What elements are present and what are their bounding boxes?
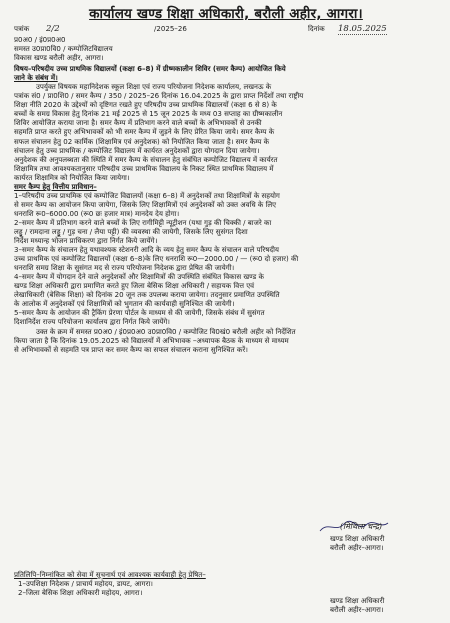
signature-place: बरौली अहीर–आगरा।: [330, 605, 384, 615]
addressee-line: प्र0अ0 / इं0प्र0अ0: [14, 35, 66, 44]
ref-number: 2/2: [46, 24, 60, 34]
addressees: [14, 35, 438, 62]
finance-line: उच्च प्राथमिक एवं कम्पोजिट विद्यालयों (कक्षा 6–8)के लिए धनराशि रू0—2000.00 / — (रू0 दो हजार) की: [14, 254, 299, 264]
subject: [14, 64, 438, 82]
finance-line: 2–समर कैम्प में प्रतिभाग करने वाले बच्चों के लिए रागीमिट्टी न्यूट्रीशन (यथा गुड़ की चिक्की / बाजरे का: [14, 217, 272, 227]
signature-block-secondary: [296, 596, 426, 614]
addressee-line: समस्त उ0प्रा0वि0 / कम्पोजिटविद्यालय: [14, 44, 113, 54]
copy-intro: प्रतिलिपि–निम्नांकित को सेवा में सूचनार्थ एवं आवश्यक कार्यवाही हेतु प्रेषित–: [14, 570, 206, 579]
finance-line: के आलोक में अनुदेशकों एवं शिक्षामित्रों को भुगतान की कार्यवाही सुनिश्चित की जायेगी।: [14, 299, 235, 309]
signature-name: (मिथिला चन्द्र): [339, 522, 383, 531]
paragraph-line: उपर्युक्त विषयक महानिदेशक स्कूल शिक्षा एवं राज्य परियोजना निदेशक कार्यालय, लखनऊ के: [36, 82, 272, 92]
paragraph-line: अनुदेशक की अनुपलब्धता की स्थिति में समर कैम्प के संचालन हेतु संबंधित कम्पोजिट विद्यालय में कार्यरत: [14, 154, 278, 164]
finance-line: धनराशि रू0–6000.00 (रू0 छः हजार मात्र) मानदेय देय होगा।: [14, 208, 180, 218]
finance-line: 4–समर कैम्प में योगदान देने वाले अनुदेशकों और शिक्षामित्रों की उपस्थिति संबंधित विकास खण्ड के: [14, 272, 264, 282]
paragraph-final: [14, 327, 438, 354]
paragraph-line: शिविर आयोजित कराया जाना है। समर कैम्प में प्रतिभाग करने वाले बच्चों के अभिभावकों से उनकी: [14, 118, 262, 128]
office-title: कार्यालय खण्ड शिक्षा अधिकारी, बरौली अहीर, आगरा।: [89, 6, 363, 22]
signature-block-primary: [296, 520, 426, 552]
paragraph-line: शिक्षामित्र तथा आवश्यकतानुसार परिषदीय उच्च प्राथमिक विद्यालय के निकट स्थित प्राथमिक विद्यालय में: [14, 163, 274, 173]
finance-line: निर्देश मध्यान्ह भोजन प्राधिकरण द्वारा निर्गत किये जायेंगे।: [14, 236, 158, 246]
finance-line: खण्ड शिक्षा अधिकारी द्वारा प्रमाणित करते हुए जिला बेसिक शिक्षा अधिकारी / सहायक वित्त एवं: [14, 281, 255, 291]
finance-line: 5–समर कैम्प के आयोजन की ट्रैकिंग प्रेरणा पोर्टल के माध्यम से की जायेगी, जिसके संबंध में सुसंगत: [14, 308, 265, 318]
subject-line: जाने के संबंध में।: [14, 73, 58, 83]
finance-line: से समर कैम्प का आयोजन किया जायेगा, जिसके लिए शिक्षामित्रों एवं अनुदेशकों को उक्त अवधि के लिए: [14, 199, 277, 209]
subject-line: विषय–परिषदीय उच्च प्राथमिक विद्यालयों (कक्षा 6–8) में ग्रीष्मकालीन शिविर (समर कैम्प) आयोजित किये: [14, 64, 286, 74]
date-value: 18.05.2025: [338, 24, 387, 34]
paragraph-line: शिक्षा नीति 2020 के उद्देश्यों को दृष्टिगत रखते हुए परिषदीय उच्च प्राथमिक विद्यालयों (कक्षा 6 से 8) के: [14, 100, 277, 110]
paragraph-line: किया जाता है कि दिनांक 19.05.2025 को विद्यालयों में अभिभावक –अध्यापक बैठक के माध्यम से माध्यम: [14, 335, 289, 345]
finance-line: दिशानिर्देश राज्य परियोजना कार्यालय द्वारा निर्गत किये जायेंगे।: [14, 317, 170, 327]
signature-designation: खण्ड शिक्षा अधिकारी: [330, 534, 385, 543]
reference-line: [14, 24, 438, 35]
finance-line: लेखाधिकारी (बेसिक शिक्षा) को दिनांक 20 जून तक उपलब्ध कराया जायेगा। तदनुसार प्रमाणित उपस्थिति: [14, 290, 280, 300]
paragraph-main: [14, 82, 438, 182]
finance-heading: समर कैम्प हेतु वित्तीय प्राविधान–: [14, 181, 97, 191]
finance-points: [14, 191, 438, 327]
copy-item: 1–उपशिक्षा निदेशक / प्राचार्य महोदय, डायट, आगरा।: [18, 579, 153, 589]
addressee-line: विकास खण्ड बरौली अहीर, आगरा।: [14, 53, 104, 63]
signature-place: बरौली अहीर–आगरा।: [330, 543, 384, 553]
finance-line: 1–परिषदीय उच्च प्राथमिक एवं कम्पोजिट विद्यालयों (कक्षा 6–8) में अनुदेशकों तथा शिक्षामित्रों के सहयोग: [14, 190, 280, 200]
paragraph-line: संचालन हेतु उच्च प्राथमिक / कम्पोजिट विद्यालय में कार्यरत अनुदेशकों द्वारा योगदान दिया जायेगा।: [14, 145, 260, 155]
paragraph-line: से अभिभावकों से सहमति पत्र प्राप्त कर समर कैम्प का सफल संचालन कराना सुनिश्चित करें।: [14, 344, 248, 354]
date-label: दिनांक: [308, 24, 325, 33]
ref-year: /2025–26: [154, 24, 187, 33]
paragraph-line: सफल संचालन हेतु 02 कार्मिक (शिक्षामित्र एवं अनुदेशक) को नियोजित किया जाता है। समर कैम्प के: [14, 136, 270, 146]
ref-label: पत्रांक: [14, 24, 30, 33]
handwritten-signature: [296, 520, 426, 534]
paragraph-line: उक्त के क्रम में समस्त प्र0अ0 / इं0प्र0अ0 उ0प्रा0वि0 / कम्पोजिट वि0खं0 बरौली अहीर को निर्देशित: [36, 326, 296, 336]
paragraph-line: सहमति प्राप्त करते हुए अभिभावकों को भी समर कैम्प में जुड़ने के लिए प्रेरित किया जाये। समर कैम्प के: [14, 127, 275, 137]
paragraph-line: पत्रांक सं0 / प्रा0शि0 / समर कैम्प / 350 / 2025–26 दिनांक 16.04.2025 के द्वारा प्राप्त निर्देशों तथा राष्ट्रीय: [14, 91, 304, 101]
paragraph-line: बच्चों के समग्र विकास हेतु दिनांक 21 मई 2025 से 15 जून 2025 के मध्य 03 सप्ताह का ग्रीष्मकालीन: [14, 109, 283, 119]
signature-designation: खण्ड शिक्षा अधिकारी: [330, 596, 385, 605]
finance-line: 3–समर कैम्प के संचालन हेतु यथावश्यक स्टेशनरी आदि के व्यय हेतु समर कैम्प के संचालन वाले परिषदीय: [14, 245, 279, 255]
paragraph-line: कार्यरत शिक्षामित्र को नियोजित किया जायेगा।: [14, 172, 130, 182]
finance-line: लड्डू / रामदाना लड्डू / गुड़ चना / लैया पट्टी) की व्यवस्था की जायेगी, जिसके लिए सुसंगत दिशा: [14, 226, 248, 236]
copy-item: 2–जिला बेसिक शिक्षा अधिकारी महोदय, आगरा।: [18, 588, 143, 598]
copy-to-section: [14, 570, 206, 597]
finance-line: धनराशि समग्र शिक्षा के सुसंगत मद से राज्य परियोजना निदेशक द्वारा प्रेषित की जायेगी।: [14, 263, 235, 273]
